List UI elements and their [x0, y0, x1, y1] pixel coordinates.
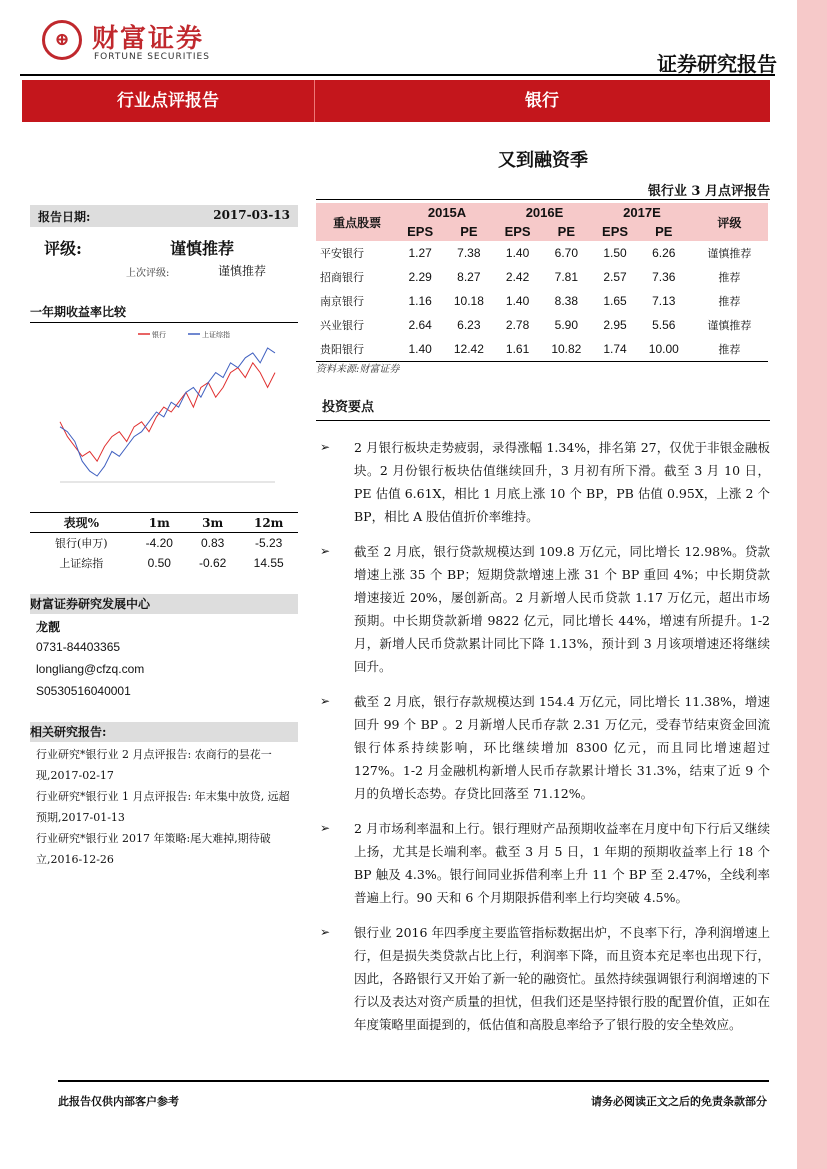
col-eps: EPS — [593, 222, 637, 241]
col-year: 2015A — [398, 203, 495, 222]
related-report-item[interactable]: 行业研究*银行业 2 月点评报告: 农商行的昙花一现,2017-02-17 — [36, 748, 272, 782]
stock-cell: 10.82 — [539, 337, 593, 362]
report-type: 证券研究报告 — [657, 52, 777, 76]
subtitle-divider — [316, 199, 770, 200]
table-row — [316, 337, 768, 362]
stock-name: 兴业银行 — [320, 319, 364, 332]
list-item — [316, 817, 770, 909]
stock-cell: 1.27 — [408, 246, 432, 260]
perf-cell: -0.62 — [199, 556, 227, 570]
yield-chart-svg — [30, 326, 298, 506]
table-row — [316, 241, 768, 265]
stock-cell: 6.70 — [554, 246, 578, 260]
stock-cell: 1.40 — [505, 294, 530, 308]
list-item — [316, 540, 770, 678]
col-rating: 评级 — [691, 203, 768, 241]
performance-table — [30, 512, 298, 573]
perf-header: 3m — [186, 513, 239, 533]
legend-label: 上证综指 — [202, 331, 230, 339]
category-right: 银行 — [525, 91, 559, 111]
category-left: 行业点评报告 — [22, 80, 315, 122]
perf-cell: 0.50 — [147, 556, 171, 570]
brand-name-en: FORTUNE SECURITIES — [94, 52, 210, 62]
perf-header: 表现% — [30, 513, 133, 533]
footer-left: 此报告仅供内部客户参考 — [58, 1095, 179, 1108]
perf-cell: 14.55 — [253, 556, 284, 570]
bullet-arrow-icon: ➢ — [320, 544, 331, 558]
stock-cell: 7.38 — [457, 246, 481, 260]
bullet-text: 2 月市场利率温和上行。银行理财产品预期收益率在月度中旬下行后又继续上扬，尤其是长端利率。截至 3 月 5 日，1 年期的预期收益率上行 18 个 BP 触及 4.3%。银行间同业拆借利率上升 11 个 BP 至 2.47%，全线利率普遍上行。90 天和 6 个月期限拆借利率上行均突破 4.5%。 — [354, 821, 770, 905]
stock-cell: 5.56 — [652, 318, 676, 332]
footer-divider — [58, 1080, 769, 1082]
list-item — [316, 690, 770, 805]
stock-cell: 2.64 — [408, 318, 432, 332]
perf-cell: 银行(申万) — [55, 537, 108, 550]
chart-legend — [138, 330, 230, 339]
report-title: 又到融资季 — [498, 150, 588, 171]
series-line — [60, 363, 275, 461]
stock-cell: 8.38 — [554, 294, 578, 308]
stock-cell: 6.23 — [457, 318, 481, 332]
analyst-name: 龙靓 — [36, 620, 61, 634]
table-source: 资料来源:财富证券 — [316, 364, 400, 375]
stock-cell: 7.13 — [652, 294, 676, 308]
table-row — [316, 265, 768, 289]
col-stock: 重点股票 — [316, 203, 398, 241]
stock-name: 贵阳银行 — [316, 337, 398, 362]
report-date-value: 2017-03-13 — [213, 208, 290, 222]
analyst-email: longliang@cfzq.com — [36, 662, 145, 676]
stock-cell: 1.65 — [603, 294, 627, 308]
footer-right: 请务必阅读正文之后的免责条款部分 — [591, 1095, 767, 1108]
bullet-text: 截至 2 月底，银行存款规模达到 154.4 万亿元，同比增长 11.38%，增速回升 99 个 BP 。2 月新增人民币存款 2.31 万亿元，受春节结束资金回流银行体系持续影响，环比继续增加 8300 亿元，而且同比增速超过 127%。1-2 月金融机构新增人民币存款累计增长 31.3%，结束了近 9 个月的负增长态势。存贷比回落至 71.12%。 — [354, 694, 770, 801]
stock-cell: 1.50 — [603, 246, 627, 260]
stock-cell: 12.42 — [442, 337, 496, 362]
stock-rating: 推荐 — [718, 271, 741, 284]
stock-cell: 6.26 — [652, 246, 676, 260]
prev-rating-value: 谨慎推荐 — [218, 264, 267, 278]
analyst-cert: S0530516040001 — [36, 684, 131, 698]
related-reports-title: 相关研究报告: — [30, 722, 298, 742]
perf-cell: -4.20 — [145, 536, 173, 550]
stock-cell: 1.40 — [398, 337, 442, 362]
seal-icon: ⊕ — [42, 20, 82, 60]
category-bar — [22, 80, 770, 122]
report-subtitle: 银行业 3 月点评报告 — [647, 184, 770, 199]
stock-cell: 8.27 — [457, 270, 481, 284]
stock-cell: 10.18 — [453, 294, 484, 308]
stock-cell: 10.00 — [637, 337, 691, 362]
prev-rating-label: 上次评级: — [126, 268, 170, 279]
research-center: 财富证券研究发展中心 — [30, 594, 298, 614]
stock-cell: 1.16 — [408, 294, 432, 308]
invest-divider — [316, 420, 770, 421]
stock-cell: 2.95 — [603, 318, 627, 332]
col-pe: PE — [442, 222, 496, 241]
stock-cell: 2.57 — [603, 270, 627, 284]
stock-cell: 2.29 — [408, 270, 432, 284]
bullet-arrow-icon: ➢ — [320, 821, 331, 835]
key-stocks-table — [316, 203, 768, 362]
bullet-text: 截至 2 月底，银行贷款规模达到 109.8 万亿元，同比增长 12.98%。贷款增速上涨 35 个 BP；短期贷款增速上涨 31 个 BP 重回 4%；中长期贷款增速接近 20%，屡创新高。2 月新增人民币贷款 1.17 万亿元，超出市场预期。中长期贷款新增 9822 亿元，同比增长 44%，增速有所提升。1-2 月，新增人民币贷款累计同比下降 1.13%，预计到 3 月该项增速还将继续回升。 — [354, 544, 770, 674]
legend-label: 银行 — [152, 331, 166, 339]
table-row — [30, 553, 298, 573]
rating-value: 谨慎推荐 — [170, 239, 235, 258]
stock-cell: 1.74 — [593, 337, 637, 362]
related-report-item[interactable]: 行业研究*银行业 1 月点评报告: 年末集中放贷, 远超预期,2017-01-13 — [36, 790, 290, 824]
table-row — [30, 533, 298, 554]
rating-label: 评级: — [44, 239, 82, 258]
col-eps: EPS — [496, 222, 540, 241]
col-pe: PE — [637, 222, 691, 241]
invest-title: 投资要点 — [322, 400, 375, 415]
table-row — [316, 313, 768, 337]
header-divider — [20, 74, 775, 76]
col-eps: EPS — [398, 222, 442, 241]
stock-rating: 谨慎推荐 — [707, 247, 752, 260]
right-side-band — [797, 0, 827, 1169]
stock-cell: 1.40 — [505, 246, 530, 260]
col-year: 2017E — [593, 203, 690, 222]
col-year: 2016E — [496, 203, 593, 222]
perf-cell: 0.83 — [201, 536, 225, 550]
brand-name-cn: 财富证券 — [92, 24, 205, 54]
bullet-text: 2 月银行板块走势疲弱，录得涨幅 1.34%，排名第 27，仅优于非银金融板块。2 月份银行板块估值继续回升，3 月初有所下滑。截至 3 月 10 日，PE 估值 6.61X，相比 1 月底上涨 10 个 BP，PB 估值 0.95X，上涨 2 个 BP，相比 A 股估值折价率维持。 — [354, 440, 770, 524]
list-item — [316, 436, 770, 528]
company-logo — [42, 18, 262, 68]
table-row — [316, 289, 768, 313]
stock-cell: 1.61 — [496, 337, 540, 362]
stock-rating: 谨慎推荐 — [707, 319, 752, 332]
stock-cell: 2.42 — [505, 270, 530, 284]
related-reports-list — [36, 744, 298, 870]
invest-points — [316, 436, 770, 1048]
perf-header: 12m — [239, 513, 298, 533]
perf-cell: -5.23 — [255, 536, 283, 550]
stock-cell: 7.36 — [652, 270, 676, 284]
stock-cell: 2.78 — [505, 318, 530, 332]
bullet-arrow-icon: ➢ — [320, 925, 331, 939]
stock-cell: 7.81 — [554, 270, 578, 284]
col-pe: PE — [539, 222, 593, 241]
report-date-row — [30, 205, 298, 227]
bullet-arrow-icon: ➢ — [320, 694, 331, 708]
stock-cell: 5.90 — [554, 318, 578, 332]
report-date-label: 报告日期: — [38, 210, 91, 224]
yield-chart — [30, 326, 298, 506]
list-item — [316, 921, 770, 1036]
stock-rating: 推荐 — [691, 337, 768, 362]
stock-name: 平安银行 — [320, 247, 364, 260]
stock-name: 招商银行 — [320, 271, 364, 284]
perf-header: 1m — [133, 513, 186, 533]
bullet-arrow-icon: ➢ — [320, 440, 331, 454]
perf-cell: 上证综指 — [59, 557, 104, 570]
analyst-phone: 0731-84403365 — [36, 640, 121, 654]
chart-section-title: 一年期收益率比较 — [30, 302, 298, 323]
stock-name: 南京银行 — [320, 295, 364, 308]
bullet-text: 银行业 2016 年四季度主要监管指标数据出炉，不良率下行，净利润增速上行，但是损失类贷款占比上行，利润率下降，而且资本充足率也出现下行，因此，各路银行又开始了新一轮的融资忙。虽然持续强调银行利润增速的下行以及表达对资产质量的担忧，但我们还是坚持银行股的配置价值，正如在年度策略里面提到的，低估值和高股息率给予了银行股的安全垫效应。 — [354, 925, 770, 1032]
series-line — [60, 348, 275, 476]
related-report-item[interactable]: 行业研究*银行业 2017 年策略:尾大难掉,期待破立,2016-12-26 — [36, 832, 271, 866]
stock-rating: 推荐 — [718, 295, 741, 308]
